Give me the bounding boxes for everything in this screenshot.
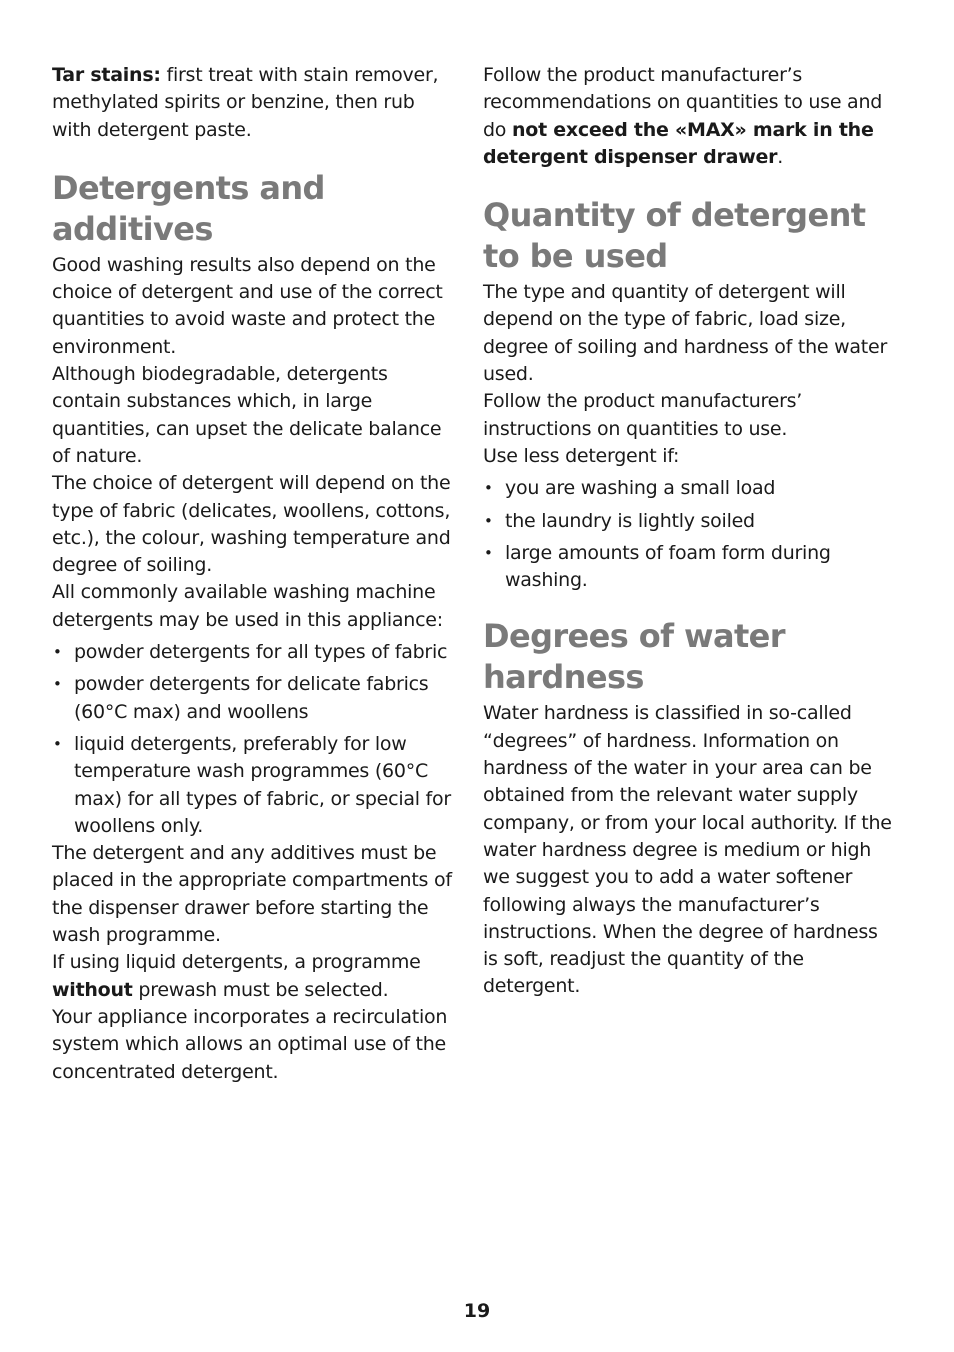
paragraph: Good washing results also depend on the choice of detergent and use of the correct quantities to avoid waste and protect the environment. (52, 253, 443, 358)
paragraph: Use less detergent if: (483, 444, 680, 467)
tar-stains-paragraph (52, 62, 452, 144)
list-item: • liquid detergents, preferably for low temperature wash programmes (60°C max) for all types of fabric, or special for woollens only. (52, 731, 452, 840)
page-number: 19 (463, 1300, 491, 1322)
tar-stains-text: first treat with stain remover, methylated spirits or benzine, then rub with detergent paste. (52, 64, 439, 141)
paragraph: Your appliance incorporates a recirculation system which allows an optimal use of the concentrated detergent. (52, 1005, 448, 1083)
text-run: . (777, 145, 784, 168)
less-detergent-list (483, 475, 893, 594)
list-item: • powder detergents for delicate fabrics (60°C max) and woollens (52, 671, 452, 726)
right-column (483, 62, 893, 1001)
emphasis-without: without (52, 978, 133, 1001)
list-item: • large amounts of foam form during washing. (483, 540, 893, 595)
paragraph: Water hardness is classified in so-called “degrees” of hardness. Information on hardness of the water in your area can be obtained from the relevant water supply company, or from your local authority. If the water hardness degree is medium or high we suggest you to add a water softener following always the manufacturer’s instructions. When the degree of hardness is soft, readjust the quantity of the detergent. (483, 702, 892, 998)
paragraph: The choice of detergent will depend on the type of fabric (delicates, woollens, cottons, etc.), the colour, washing temperature and degree of soiling. (52, 472, 451, 577)
paragraph (52, 949, 452, 1004)
paragraph: Follow the product manufacturers’ instructions on quantities to use. (483, 390, 803, 440)
max-mark-warning: not exceed the «MAX» mark in the detergent dispenser drawer (483, 118, 874, 168)
heading-quantity-detergent: Quantity of detergent to be used (483, 196, 866, 276)
paragraph: All commonly available washing machine detergents may be used in this appliance: (52, 581, 443, 631)
paragraph: The detergent and any additives must be placed in the appropriate compartments of the dispenser drawer before starting the wash programme. (52, 842, 452, 947)
list-item: • the laundry is lightly soiled (483, 508, 893, 535)
text-run: Follow the product manufacturer’s recommendations on quantities to use and do (483, 64, 883, 141)
left-column (52, 62, 452, 1086)
detergent-types-list (52, 639, 452, 840)
heading-water-hardness: Degrees of water hardness (483, 617, 785, 697)
paragraph: The type and quantity of detergent will depend on the type of fabric, load size, degree of soiling and hardness of the water used. (483, 281, 888, 386)
text-run: If using liquid detergents, a programme (52, 951, 421, 974)
paragraph: Although biodegradable, detergents contain substances which, in large quantities, can upset the delicate balance of nature. (52, 363, 442, 467)
text-run: prewash must be selected. (132, 978, 389, 1001)
heading-detergents-additives: Detergents and additives (52, 168, 325, 248)
tar-stains-label: Tar stains: (52, 64, 161, 86)
intro-paragraph (483, 62, 893, 171)
list-item: • powder detergents for all types of fabric (52, 639, 452, 666)
list-item: • you are washing a small load (483, 475, 893, 502)
